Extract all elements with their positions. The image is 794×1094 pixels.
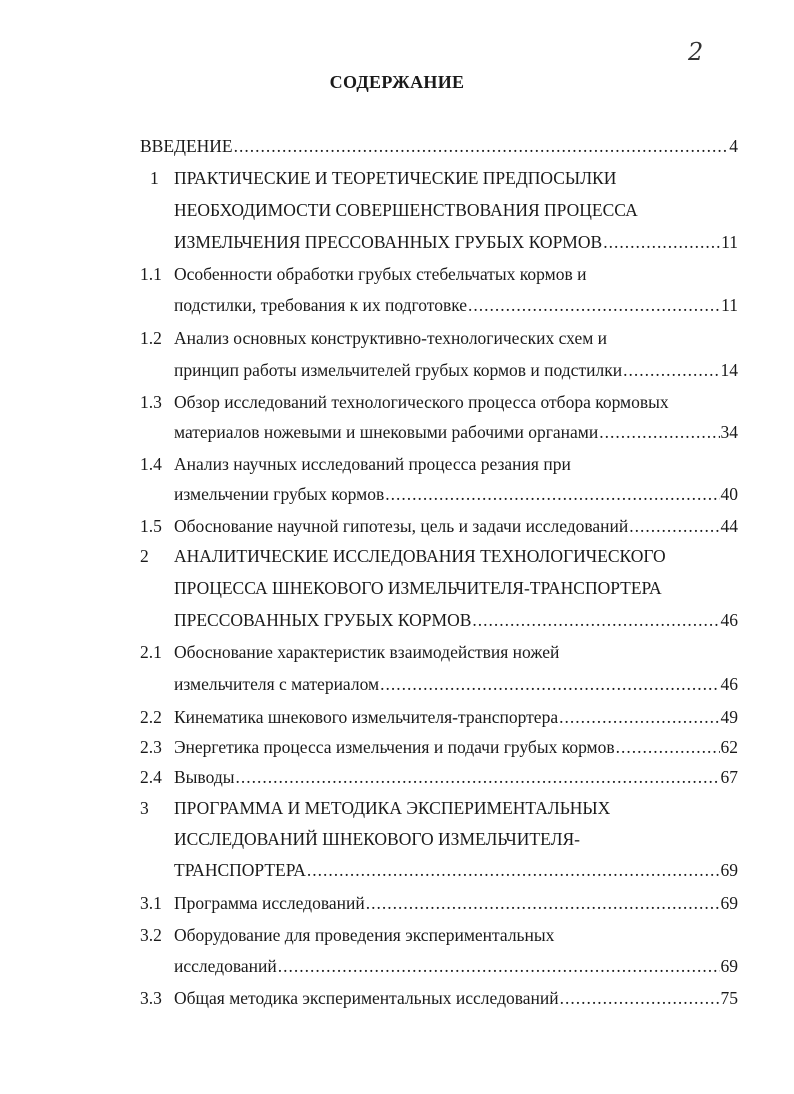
toc-entry-text: Кинематика шнекового измельчителя-транспортера <box>174 707 559 727</box>
toc-section-number: 1 <box>150 168 159 188</box>
toc-page-number: 34 <box>720 422 738 442</box>
toc-page-number: 69 <box>720 860 738 880</box>
toc-entry-text: ТРАНСПОРТЕРА <box>174 860 306 880</box>
leader-dots <box>307 858 720 882</box>
toc-section-number: 1.4 <box>140 454 162 474</box>
toc-page-number: 46 <box>720 610 738 630</box>
toc-page-number: 40 <box>720 484 738 504</box>
toc-section-number: 2.4 <box>140 767 162 787</box>
leader-dots <box>380 672 719 696</box>
toc-section-number: 2.3 <box>140 737 162 757</box>
toc-entry-1-5[interactable] <box>174 514 738 538</box>
leader-dots <box>366 891 720 915</box>
toc-entry-text: ИССЛЕДОВАНИЙ ШНЕКОВОГО ИЗМЕЛЬЧИТЕЛЯ- <box>174 829 580 849</box>
toc-entry-text: ИЗМЕЛЬЧЕНИЯ ПРЕССОВАННЫХ ГРУБЫХ КОРМОВ <box>174 232 603 252</box>
toc-entry-text: ВВЕДЕНИЕ <box>140 136 233 156</box>
toc-entry-text: Обзор исследований технологического процесса отбора кормовых <box>174 392 669 412</box>
toc-section-number: 3.3 <box>140 988 162 1008</box>
toc-entry-2-3[interactable] <box>174 735 738 759</box>
toc-entry-1-3[interactable] <box>174 420 738 444</box>
handwritten-page-number: 2 <box>688 38 704 66</box>
toc-entry-3-2[interactable] <box>174 954 738 978</box>
toc-section-number: 3 <box>140 798 149 818</box>
toc-entry-text: Оборудование для проведения экспериментальных <box>174 925 555 945</box>
toc-page-number: 69 <box>720 893 738 913</box>
leader-dots <box>559 705 719 729</box>
toc-entry-text: исследований <box>174 956 277 976</box>
leader-dots <box>278 954 720 978</box>
toc-page-number: 49 <box>720 707 738 727</box>
toc-page-number: 67 <box>720 767 738 787</box>
toc-entry-text: ПРОГРАММА И МЕТОДИКА ЭКСПЕРИМЕНТАЛЬНЫХ <box>174 798 611 818</box>
toc-page-number: 69 <box>720 956 738 976</box>
leader-dots <box>468 293 720 317</box>
page-title: СОДЕРЖАНИЕ <box>329 72 465 92</box>
leader-dots <box>629 514 719 538</box>
toc-entry-1-4[interactable] <box>174 482 738 506</box>
toc-page-number: 46 <box>720 674 738 694</box>
toc-entry-2-2[interactable] <box>174 705 738 729</box>
toc-section-number: 2.2 <box>140 707 162 727</box>
toc-entry-section-3[interactable] <box>174 858 738 882</box>
toc-entry-2-4[interactable] <box>174 765 738 789</box>
leader-dots <box>385 482 719 506</box>
toc-entry-text: Обоснование научной гипотезы, цель и задачи исследований <box>174 516 629 536</box>
toc-page-number: 11 <box>721 232 738 252</box>
toc-entry-text: принцип работы измельчителей грубых кормов и подстилки <box>174 360 623 380</box>
toc-section-number: 1.1 <box>140 264 162 284</box>
toc-entry-text: Анализ научных исследований процесса резания при <box>174 454 571 474</box>
toc-entry-3-1[interactable] <box>174 891 738 915</box>
toc-entry-2-1[interactable] <box>174 672 738 696</box>
toc-section-number: 1.2 <box>140 328 162 348</box>
toc-section-number: 2.1 <box>140 642 162 662</box>
toc-entry-text: Программа исследований <box>174 893 365 913</box>
toc-page-number: 44 <box>720 516 738 536</box>
toc-entry-1-1[interactable] <box>174 293 738 317</box>
toc-entry-text: измельчителя с материалом <box>174 674 380 694</box>
toc-entry-intro[interactable] <box>140 134 738 158</box>
toc-entry-3-3[interactable] <box>174 986 738 1010</box>
toc-section-number: 2 <box>140 546 149 566</box>
toc-entry-text: Энергетика процесса измельчения и подачи грубых кормов <box>174 737 615 757</box>
leader-dots <box>616 735 720 759</box>
toc-section-number: 3.1 <box>140 893 162 913</box>
toc-entry-text: материалов ножевыми и шнековыми рабочими органами <box>174 422 599 442</box>
toc-entry-text: ПРАКТИЧЕСКИЕ И ТЕОРЕТИЧЕСКИЕ ПРЕДПОСЫЛКИ <box>174 168 617 188</box>
toc-page-number: 11 <box>721 295 738 315</box>
toc-entry-text: Выводы <box>174 767 235 787</box>
toc-page-number: 75 <box>720 988 738 1008</box>
toc-page-number: 14 <box>720 360 738 380</box>
leader-dots <box>234 134 729 158</box>
toc-entry-text: Обоснование характеристик взаимодействия ножей <box>174 642 560 662</box>
toc-section-number: 1.5 <box>140 516 162 536</box>
toc-entry-text: НЕОБХОДИМОСТИ СОВЕРШЕНСТВОВАНИЯ ПРОЦЕССА <box>174 200 638 220</box>
leader-dots <box>472 608 719 632</box>
leader-dots <box>235 765 719 789</box>
toc-entry-text: измельчении грубых кормов <box>174 484 385 504</box>
leader-dots <box>603 230 720 254</box>
toc-entry-text: Общая методика экспериментальных исследований <box>174 988 559 1008</box>
toc-entry-text: АНАЛИТИЧЕСКИЕ ИССЛЕДОВАНИЯ ТЕХНОЛОГИЧЕСКОГО <box>174 546 666 566</box>
toc-section-number: 3.2 <box>140 925 162 945</box>
toc-entry-1-2[interactable] <box>174 358 738 382</box>
leader-dots <box>599 420 719 444</box>
leader-dots <box>623 358 719 382</box>
toc-entry-text: подстилки, требования к их подготовке <box>174 295 468 315</box>
toc-entry-section-2[interactable] <box>174 608 738 632</box>
toc-entry-text: ПРОЦЕССА ШНЕКОВОГО ИЗМЕЛЬЧИТЕЛЯ-ТРАНСПОРТЕРА <box>174 578 662 598</box>
toc-entry-text: Анализ основных конструктивно-технологических схем и <box>174 328 608 348</box>
leader-dots <box>560 986 720 1010</box>
toc-entry-section-1[interactable] <box>174 230 738 254</box>
toc-entry-text: ПРЕССОВАННЫХ ГРУБЫХ КОРМОВ <box>174 610 472 630</box>
toc-page-number: 4 <box>729 136 738 156</box>
toc-entry-text: Особенности обработки грубых стебельчатых кормов и <box>174 264 587 284</box>
toc-page-number: 62 <box>720 737 738 757</box>
toc-section-number: 1.3 <box>140 392 162 412</box>
